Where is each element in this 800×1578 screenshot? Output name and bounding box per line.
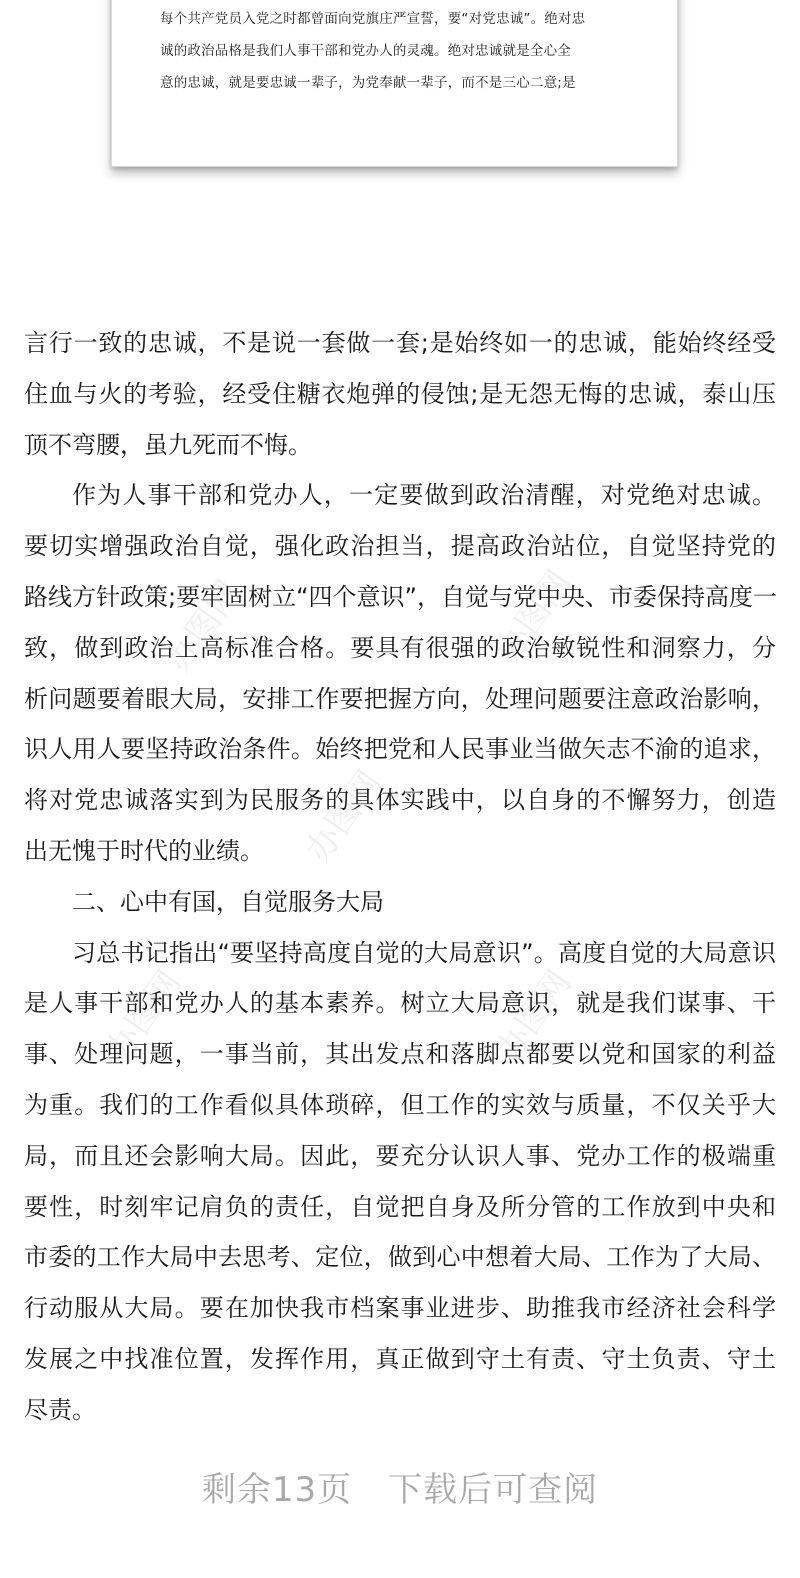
- body-line: 致，做到政治上高标准合格。要具有很强的政治敏锐性和洞察力，分: [24, 633, 776, 662]
- section-heading: 二、心中有国，自觉服务大局: [72, 887, 384, 916]
- body-line: 是人事干部和党办人的基本素养。树立大局意识，就是我们谋事、干: [24, 989, 776, 1018]
- body-line: 顶不弯腰，虽九死而不悔。: [24, 430, 312, 459]
- body-line: 将对党忠诚落实到为民服务的具体实践中，以自身的不懈努力，创造: [24, 786, 776, 815]
- body-line: 为重。我们的工作看似具体琐碎，但工作的实效与质量，不仅关乎大: [24, 1090, 776, 1119]
- body-line: 识人用人要坚持政治条件。始终把党和人民事业当做矢志不渝的追求，: [24, 735, 776, 764]
- preview-line: 诚的政治品格是我们人事干部和党办人的灵魂。绝对忠诚就是全心全: [160, 43, 571, 59]
- document-preview-card: [111, 0, 678, 167]
- body-line: 市委的工作大局中去思考、定位，做到心中想着大局、工作为了大局、: [24, 1243, 776, 1272]
- document-body: [24, 318, 776, 1436]
- watermark: 办图网: [158, 573, 250, 680]
- watermark: 办图网: [488, 963, 580, 1070]
- body-line: 要性，时刻牢记肩负的责任，自觉把自身及所分管的工作放到中央和: [24, 1192, 776, 1221]
- preview-line: 意的忠诚，就是要忠诚一辈子，为党奉献一辈子，而不是三心二意;是: [160, 75, 576, 91]
- body-line: 住血与火的考验，经受住糖衣炮弹的侵蚀;是无怨无悔的忠诚，泰山压: [24, 379, 776, 408]
- body-line: 出无愧于时代的业绩。: [24, 836, 264, 865]
- watermark: 办图网: [298, 763, 390, 870]
- body-line: 行动服从大局。要在加快我市档案事业进步、助推我市经济社会科学: [24, 1294, 776, 1323]
- body-line: 要切实增强政治自觉，强化政治担当，提高政治站位，自觉坚持党的: [24, 532, 776, 561]
- remaining-pages-label: 剩余13页: [201, 1470, 353, 1510]
- watermark: 办图网: [488, 563, 580, 670]
- body-line: 析问题要着眼大局，安排工作要把握方向，处理问题要注意政治影响，: [24, 684, 776, 713]
- body-line: 局，而且还会影响大局。因此，要充分认识人事、党办工作的极端重: [24, 1141, 776, 1170]
- download-prompt[interactable]: [0, 1462, 800, 1511]
- preview-line: 每个共产党员入党之时都曾面向党旗庄严宣誓，要“对党忠诚”。绝对忠: [160, 11, 586, 27]
- watermark: 办图网: [98, 963, 190, 1070]
- download-to-view-label[interactable]: 下载后可查阅: [388, 1470, 599, 1510]
- body-line: 尽责。: [24, 1395, 96, 1424]
- preview-text-block: [160, 3, 640, 99]
- body-line: 作为人事干部和党办人，一定要做到政治清醒，对党绝对忠诚。: [72, 481, 776, 510]
- body-line: 路线方针政策;要牢固树立“四个意识”，自觉与党中央、市委保持高度一: [24, 582, 777, 611]
- body-line: 习总书记指出“要坚持高度自觉的大局意识”。高度自觉的大局意识: [72, 938, 776, 967]
- body-line: 言行一致的忠诚，不是说一套做一套;是始终如一的忠诚，能始终经受: [24, 329, 776, 357]
- body-line: 发展之中找准位置，发挥作用，真正做到守土有责、守土负责、守土: [24, 1344, 776, 1373]
- body-line: 事、处理问题，一事当前，其出发点和落脚点都要以党和国家的利益: [24, 1040, 776, 1069]
